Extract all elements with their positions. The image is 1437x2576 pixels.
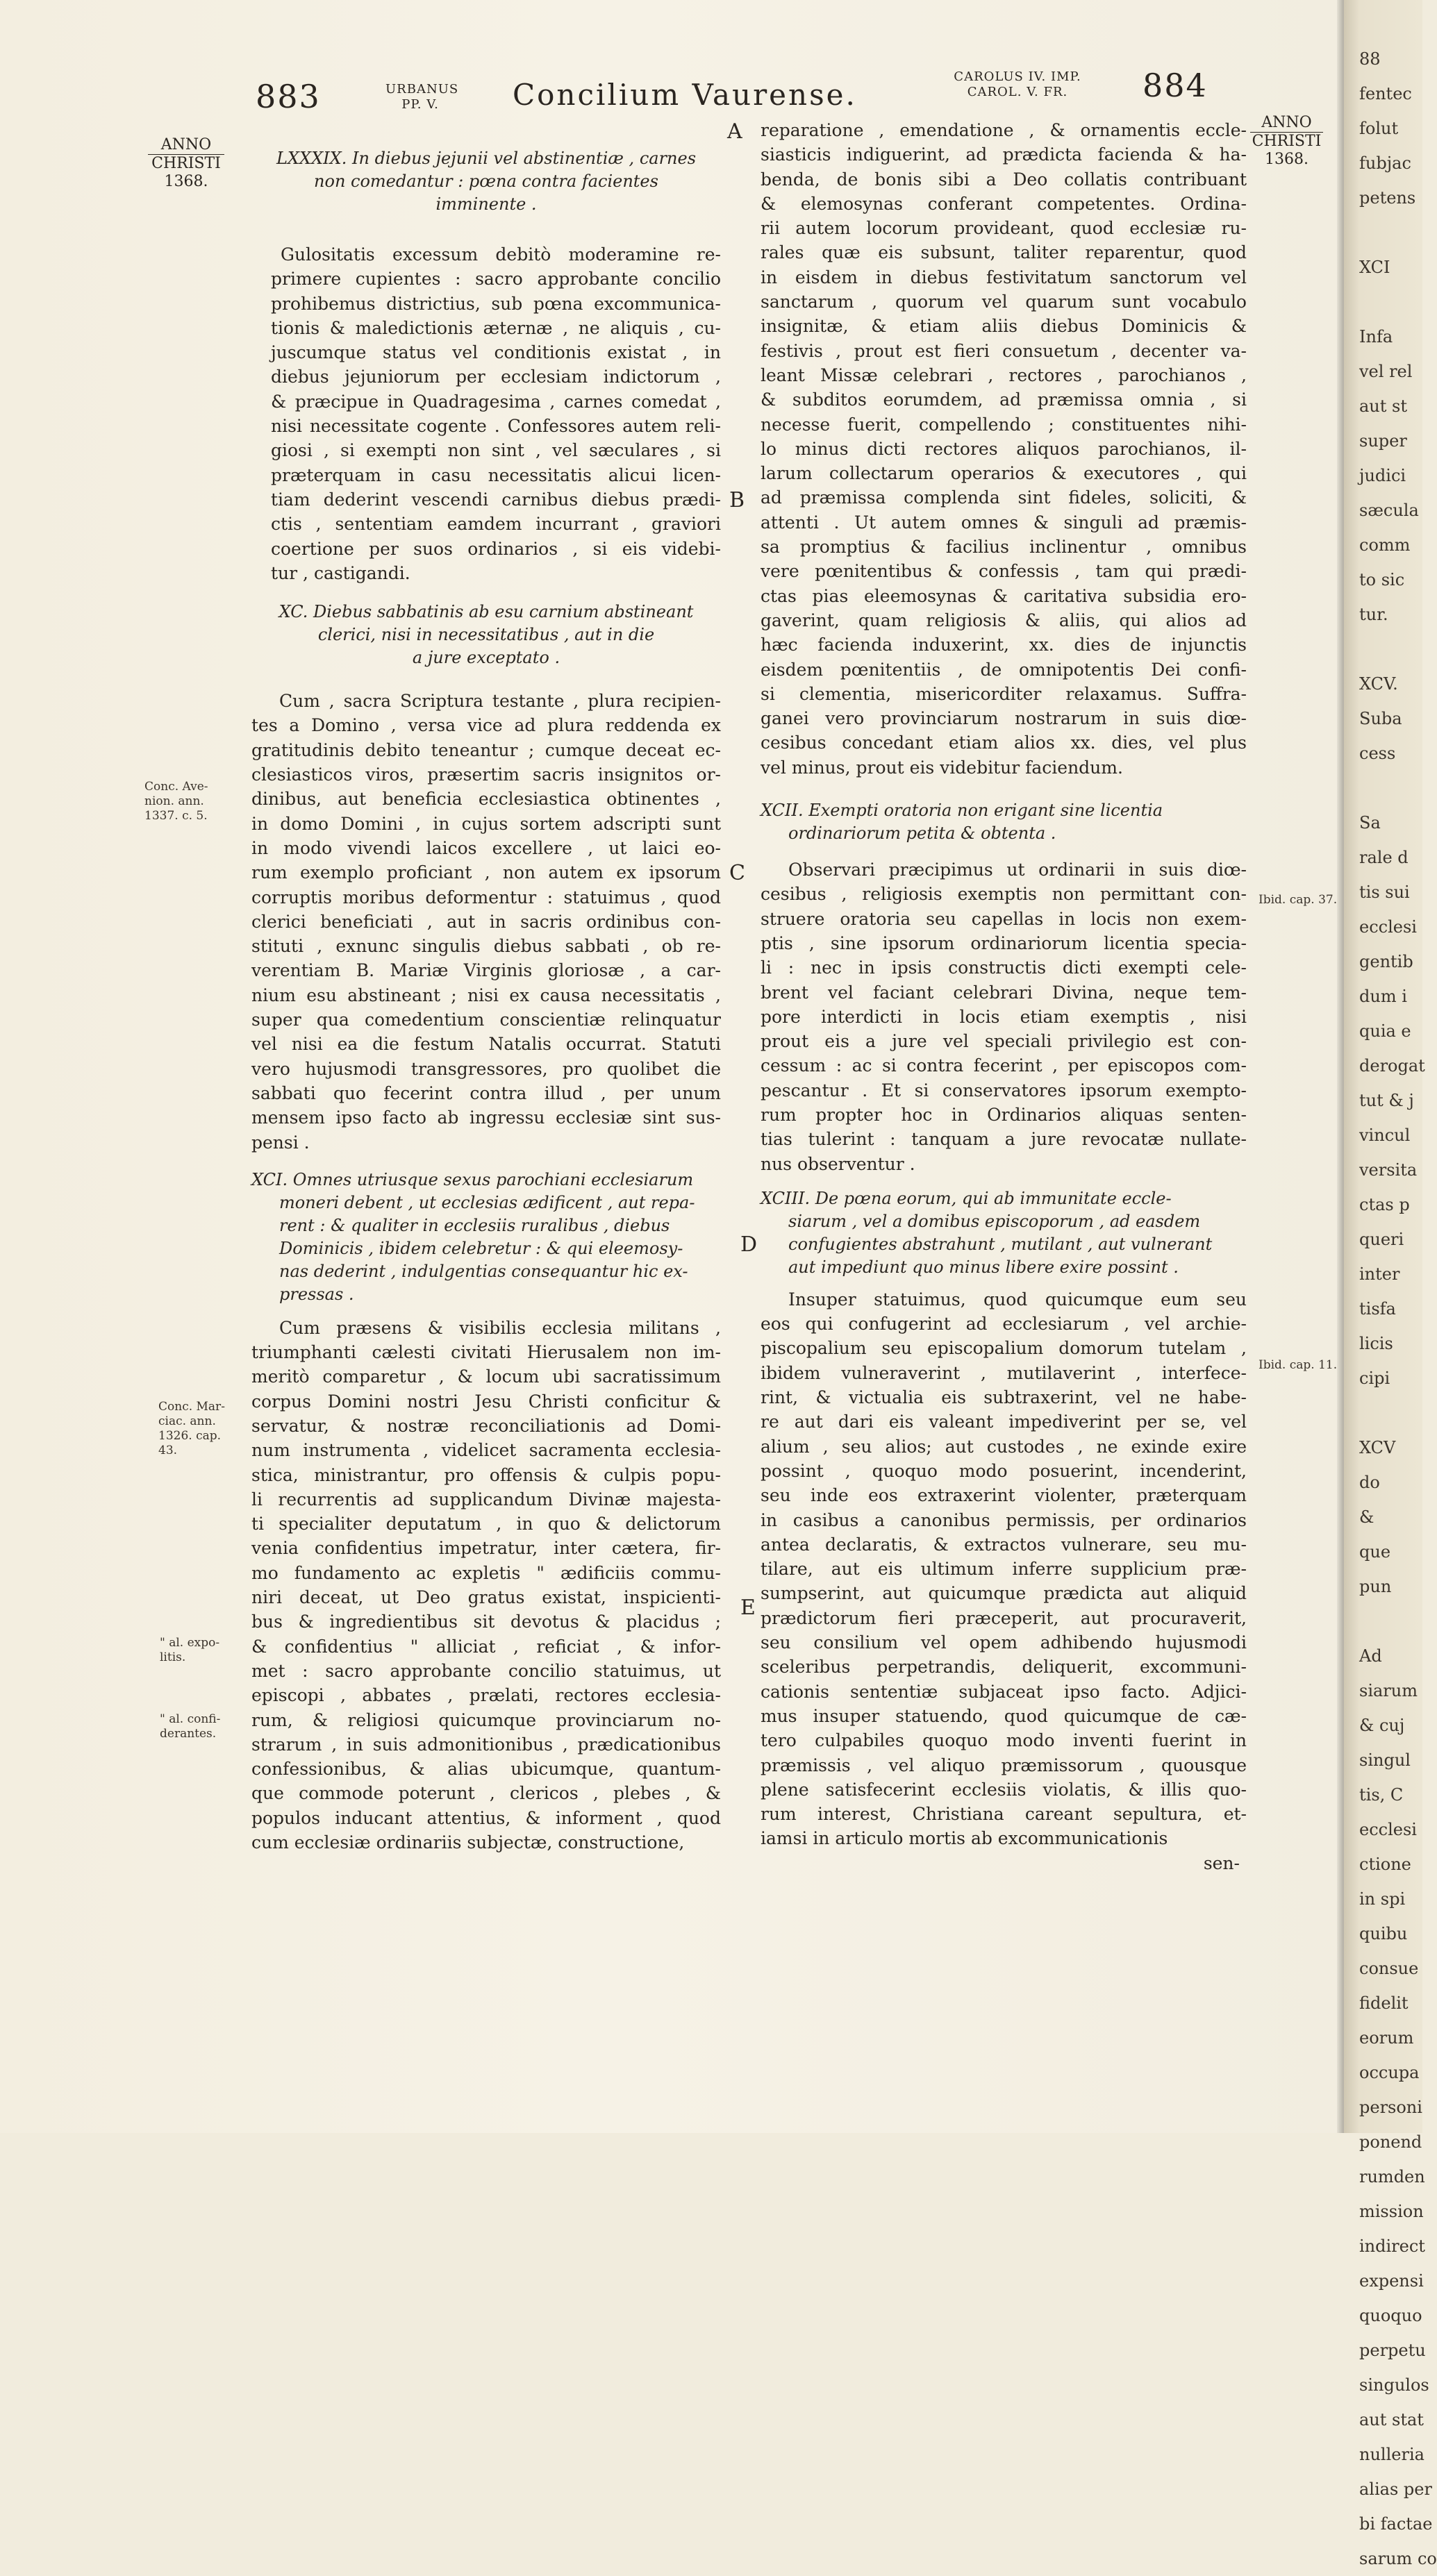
facing-page-fragment: Infa <box>1359 327 1393 346</box>
text-line: sabbati quo fecerint contra illud , per unum <box>251 1082 721 1103</box>
facing-page-fragment: ctas p <box>1359 1195 1410 1214</box>
text-line: sanctarum , quorum vel quarum sunt vocabulo <box>761 292 1247 312</box>
year-label: 1368. <box>1265 151 1309 168</box>
section-letter: D <box>740 1232 758 1257</box>
text-line: Insuper statuimus, quod quicumque eum seu <box>788 1289 1247 1310</box>
facing-page-fragment: aut st <box>1359 396 1407 416</box>
text-line: siasticis indiguerint, ad prædicta facienda & ha- <box>761 144 1247 165</box>
text-line: possint , quoquo modo posuerint, incenderint, <box>761 1460 1247 1481</box>
text-line: lo minus dicti rectores aliquos parochianos, il- <box>761 438 1247 459</box>
facing-page-fragment: tisfa <box>1359 1299 1396 1319</box>
text-line: primere cupientes : sacro approbante concilio <box>271 269 721 290</box>
facing-page-fragment: ctione <box>1359 1855 1411 1874</box>
text-line: rum exemplo proficiant , non autem ex ipsorum <box>251 862 721 883</box>
text-line: leant Missæ celebrari , rectores , parochianos , <box>761 365 1247 385</box>
text-line: li : nec in ipsis constructis dicti exempti cele- <box>761 957 1247 978</box>
facing-page-fragment: Sa <box>1359 813 1381 833</box>
facing-page-fragment: quia e <box>1359 1021 1411 1041</box>
text-line: corruptis moribus deformentur : statuimus , quod <box>251 887 721 908</box>
heading-line: XC. Diebus sabbatinis ab esu carnium abstineant <box>279 602 694 622</box>
facing-page-fragment: fidelit <box>1359 1993 1409 2013</box>
facing-page-fragment: aut stat <box>1359 2410 1424 2429</box>
margin-note: Ibid. cap. 11. <box>1259 1358 1338 1372</box>
margin-note-line: 1326. cap. <box>158 1429 222 1443</box>
text-line: festivis , prout est fieri consuetum , decenter va- <box>761 340 1247 361</box>
facing-page-fragment: indirect <box>1359 2236 1425 2256</box>
pope-line2: PP. V. <box>401 97 439 112</box>
facing-page-fragment: mission <box>1359 2202 1424 2221</box>
text-line: venia confidentius impetratur, inter cætera, fir- <box>251 1538 721 1559</box>
text-line: super qua comedentium conscientiæ relinquatur <box>251 1010 721 1030</box>
text-line: si clementia, misericorditer relaxamus. Suffra- <box>761 683 1247 704</box>
heading-line: confugientes abstrahunt , mutilant , aut vulnerant <box>788 1234 1213 1254</box>
heading-line: XCII. Exempti oratoria non erigant sine licentia <box>761 801 1163 821</box>
text-line: coertione per suos ordinarios , si eis videbi- <box>271 538 721 559</box>
text-line: ctas pias eleemosynas & caritativa subsidia ero- <box>761 585 1247 606</box>
text-line: stituti , exnunc singulis diebus sabbati , ob re- <box>251 936 721 957</box>
chapter-91-continuation <box>761 118 1247 780</box>
facing-page-fragment: gentib <box>1359 952 1413 971</box>
text-line: sa promptius & facilius inclinentur , omnibus <box>761 537 1247 558</box>
facing-page-fragment: Ad <box>1359 1646 1382 1666</box>
facing-page-fragment <box>1359 215 1429 250</box>
text-line: gaverint, quam religiosis & aliis, qui alios ad <box>761 610 1247 630</box>
facing-page-fragment: fentec <box>1359 84 1412 103</box>
text-line: & elemosynas conferant competentes. Ordina- <box>761 193 1247 214</box>
text-line: struere oratoria seu capellas in locis non exem- <box>761 908 1247 929</box>
heading-line: siarum , vel a domibus episcoporum , ad easdem <box>788 1211 1201 1231</box>
anno-label: ANNO <box>148 136 224 155</box>
text-line: ganei vero provinciarum nostrarum in suis diœ- <box>761 708 1247 729</box>
text-line: sceleribus perpetrandis, deliquerit, excommuni- <box>761 1657 1247 1678</box>
text-line: & præcipue in Quadragesima , carnes comedat , <box>271 391 721 412</box>
text-line: in eisdem in diebus festivitatum sanctorum vel <box>761 267 1247 287</box>
facing-page-fragment: folut <box>1359 119 1399 138</box>
facing-page-fragment: bi factae <box>1359 2514 1433 2534</box>
text-line: alium , seu alios; aut custodes , ne exinde exire <box>761 1436 1247 1457</box>
heading-line: clerici, nisi in necessitatibus , aut in die <box>317 625 655 645</box>
page-number-left: 883 <box>256 78 321 115</box>
chapter-93-text <box>761 1287 1247 1851</box>
margin-note: Ibid. cap. 37. <box>1259 893 1338 907</box>
text-line: ti specialiter deputatum , in quo & delictorum <box>251 1514 721 1534</box>
text-line: clerici beneficiati , aut in sacris ordinibus con- <box>251 911 721 932</box>
facing-page-fragment: XCI <box>1359 258 1390 277</box>
text-line: seu inde eos extraxerint violenter, præterquam <box>761 1485 1247 1506</box>
facing-page-fragment: in spi <box>1359 1889 1406 1909</box>
text-line: pensi . <box>251 1132 310 1153</box>
text-line: niri deceat, ut Deo gratus existat, inspicienti- <box>251 1587 721 1608</box>
text-line: antea declaratis, & extractos vulnerare, seu mu- <box>761 1534 1247 1555</box>
anno-christi-right <box>1250 114 1323 169</box>
heading-line: aut impediunt quo minus libere exire possint . <box>788 1257 1179 1277</box>
facing-page-fragment: rale d <box>1359 848 1409 867</box>
text-line: Cum , sacra Scriptura testante , plura recipien- <box>279 691 721 712</box>
text-line: ptis , sine ipsorum ordinariorum licentia specia- <box>761 932 1247 953</box>
text-line: pescantur . Et si conservatores ipsorum exempto- <box>761 1080 1247 1101</box>
facing-page-fragment <box>1359 632 1429 667</box>
text-line: stica, ministrantur, pro offensis & culpis popu- <box>251 1464 721 1485</box>
emperor-label <box>948 69 1087 100</box>
facing-page-fragment: perpetu <box>1359 2341 1426 2360</box>
facing-page-edge <box>1344 0 1437 2568</box>
heading-line: LXXXIX. In diebus jejunii vel abstinentiæ , carnes <box>276 149 697 168</box>
facing-page-fragment: pun <box>1359 1577 1392 1596</box>
christi-label: CHRISTI <box>151 155 221 172</box>
margin-note-line: " al. expo- <box>160 1636 220 1650</box>
text-line: tias tulerint : tanquam a jure revocatæ nullate- <box>761 1129 1247 1150</box>
facing-page-fragment: judici <box>1359 466 1406 485</box>
facing-page-fragment: comm <box>1359 535 1411 555</box>
facing-page-fragment <box>1359 1396 1429 1430</box>
text-line: triumphanti cælesti civitati Hierusalem non im- <box>251 1342 721 1363</box>
text-line: mensem ipso facto ab ingressu ecclesiæ sint sus- <box>251 1107 721 1128</box>
text-line: mo fundamento ac expletis " ædificiis commu- <box>251 1562 721 1583</box>
text-line: confessionibus, & alias ubicumque, quantum- <box>251 1759 721 1780</box>
text-line: ibidem vulneraverint , mutilaverint , interfece- <box>761 1362 1247 1383</box>
text-line: ad præmissa complenda sint fideles, soliciti, & <box>761 487 1247 508</box>
heading-line: XCIII. De pœna eorum, qui ab immunitate eccle- <box>761 1188 1172 1208</box>
facing-page-fragment: petens <box>1359 188 1416 208</box>
facing-page-fragment: & cuj <box>1359 1716 1405 1735</box>
text-line: præmissis , vel aliquo præmissorum , quousque <box>761 1755 1247 1775</box>
text-line: rint, & victualia eis subtraxerint, vel ne habe- <box>761 1387 1247 1408</box>
facing-page-fragment: super <box>1359 431 1407 451</box>
running-title: Concilium Vaurense. <box>513 78 857 112</box>
text-line: rii autem locorum provideant, quod ecclesiæ ru- <box>761 218 1247 239</box>
text-line: brent vel faciant celebrari Divina, neque tem- <box>761 982 1247 1003</box>
facing-page-fragment: XCV <box>1359 1438 1396 1457</box>
page-number-right: 884 <box>1143 67 1208 104</box>
margin-note-line: ciac. ann. <box>158 1414 216 1428</box>
text-line: pore interdicti in locis etiam exemptis , nisi <box>761 1006 1247 1027</box>
heading-line: pressas . <box>279 1284 354 1304</box>
text-line: giosi , si exempti non sint , vel sæculares , si <box>271 440 721 461</box>
text-line: nus observentur . <box>761 1153 915 1174</box>
heading-line: rent : & qualiter in ecclesiis ruralibus , diebus <box>279 1215 670 1235</box>
margin-note-line: nion. ann. <box>144 794 204 808</box>
margin-note <box>160 1712 250 1741</box>
margin-note-line: derantes. <box>160 1727 217 1741</box>
facing-page-fragment: sarum co <box>1359 2549 1437 2568</box>
section-letter: A <box>727 119 742 144</box>
text-line: clesiasticos viros, præsertim sacris insignitos or- <box>251 764 721 785</box>
text-line: prædictorum fieri præceperit, aut procuraverit, <box>761 1607 1247 1628</box>
text-line: rum propter hoc in Ordinarios aliquas senten- <box>761 1104 1247 1125</box>
facing-page-fragment: singul <box>1359 1750 1411 1770</box>
text-line: tur , castigandi. <box>271 562 410 583</box>
margin-note <box>160 1636 250 1665</box>
text-line: vere pœnitentibus & confessis , tam qui prædi- <box>761 561 1247 582</box>
text-line: populos inducant attentius, & informent , quod <box>251 1807 721 1828</box>
text-line: piscopalium seu episcopalium domorum tutelam , <box>761 1338 1247 1359</box>
facing-page-fragment: sæcula <box>1359 501 1419 520</box>
text-line: servatur, & nostræ reconciliationis ad Domi- <box>251 1415 721 1436</box>
section-letter: B <box>729 488 745 512</box>
margin-note-line: Conc. Ave- <box>144 780 208 794</box>
heading-line: imminente . <box>435 194 537 214</box>
facing-page-fragment: to sic <box>1359 570 1405 589</box>
text-line: diebus jejuniorum per ecclesiam indictorum , <box>271 367 721 387</box>
text-line: necesse fuerit, compellendo ; constituentes nihi- <box>761 414 1247 435</box>
chapter-91-heading <box>251 1169 721 1306</box>
text-line: cesibus concedant etiam alios xx. dies, vel plus <box>761 733 1247 753</box>
facing-page-fragment: & <box>1359 1507 1374 1527</box>
text-line: larum collectarum operarios & executores , qui <box>761 463 1247 484</box>
text-line: que commode poterunt , clericos , plebes , & <box>251 1783 721 1804</box>
text-line: episcopi , abbates , prælati, rectores ecclesia- <box>251 1685 721 1706</box>
text-line: rum interest, Christiana careant sepultura, et- <box>761 1804 1247 1825</box>
emperor-line2: CAROL. V. FR. <box>967 85 1068 99</box>
text-line: mus insuper statuendo, quod quicumque de cæ- <box>761 1705 1247 1726</box>
margin-note-line: " al. confi- <box>160 1712 221 1726</box>
heading-line: nas dederint , indulgentias consequantur hic ex- <box>279 1261 688 1281</box>
facing-page-fragment: occupa <box>1359 2063 1420 2082</box>
text-line: Observari præcipimus ut ordinarii in suis diœ- <box>788 860 1247 880</box>
facing-page-fragment: ecclesi <box>1359 917 1417 937</box>
text-line: nisi necessitate cogente . Confessores autem reli- <box>271 416 721 437</box>
section-letter: C <box>729 861 745 885</box>
text-line: nium esu abstineant ; nisi ex causa necessitatis , <box>251 985 721 1005</box>
text-line: & subditos eorumdem, ad præmissa omnia , si <box>761 390 1247 410</box>
text-line: strarum , in suis admonitionibus , prædicationibus <box>251 1734 721 1755</box>
facing-page-fragment: eorum <box>1359 2028 1414 2048</box>
text-line: tionis & maledictionis æternæ , ne aliquis , cu- <box>271 317 721 338</box>
facing-page-fragment: derogat <box>1359 1056 1425 1076</box>
margin-note-line: 43. <box>158 1444 178 1457</box>
facing-page-fragment: XCV. <box>1359 674 1398 694</box>
facing-page-fragment: do <box>1359 1473 1380 1492</box>
text-line: cum ecclesiæ ordinariis subjectæ, constructione, <box>251 1832 685 1853</box>
facing-page-fragment: 88 <box>1359 49 1381 69</box>
text-line: rum, & religiosi quicumque provinciarum no- <box>251 1709 721 1730</box>
text-line: seu consilium vel opem adhibendo hujusmodi <box>761 1632 1247 1653</box>
margin-note <box>144 780 235 823</box>
text-line: cessum : ac si contra fecerint , per episcopos com- <box>761 1055 1247 1076</box>
facing-page-fragment: que <box>1359 1542 1391 1562</box>
chapter-91-text <box>251 1316 721 1855</box>
chapter-92-heading <box>761 799 1247 845</box>
left-column <box>251 147 721 1855</box>
text-line: verentiam B. Mariæ Virginis gloriosæ , a car- <box>251 960 721 981</box>
section-letter: E <box>740 1596 756 1620</box>
text-line: rales quæ eis subsunt, taliter reparentur, quod <box>761 242 1247 263</box>
text-line: gratitudinis debito teneantur ; cumque deceat ec- <box>251 739 721 760</box>
text-line: re aut dari eis valeant impediverint per se, vel <box>761 1412 1247 1432</box>
heading-line: ordinariorum petita & obtenta . <box>788 823 1056 844</box>
text-line: Cum præsens & visibilis ecclesia militans , <box>279 1317 721 1338</box>
facing-page-fragment <box>1359 771 1429 805</box>
text-line: li recurrentis ad supplicandum Divinæ majesta- <box>251 1489 721 1509</box>
facing-page-fragment: nulleria <box>1359 2445 1424 2464</box>
text-line: plene satisfecerint ecclesiis violatis, & illis quo- <box>761 1779 1247 1800</box>
heading-line: non comedantur : pœna contra facientes <box>314 172 658 191</box>
text-line: reparatione , emendatione , & ornamentis eccle- <box>761 120 1247 140</box>
facing-page-fragment: tur. <box>1359 605 1388 624</box>
text-line: dinibus, aut beneficia ecclesiastica obtinentes , <box>251 789 721 810</box>
heading-line: XCI. Omnes utriusque sexus parochiani ecclesiarum <box>251 1169 694 1189</box>
anno-christi-left <box>148 136 224 191</box>
text-line: tilare, aut eis ultimum inferre supplicium præ- <box>761 1559 1247 1580</box>
text-line: eos qui confugerint ad ecclesiarum , vel archie- <box>761 1314 1247 1335</box>
text-line: corpus Domini nostri Jesu Christi conficitur & <box>251 1391 721 1412</box>
margin-note-line: litis. <box>160 1650 186 1664</box>
facing-page-fragment: expensi <box>1359 2271 1424 2291</box>
facing-page-fragment: ponend <box>1359 2132 1422 2152</box>
text-line: præterquam in casu necessitatis alicui licen- <box>271 465 721 485</box>
text-line: vero hujusmodi transgressores, pro quolibet die <box>251 1058 721 1079</box>
chapter-89-heading <box>251 147 721 216</box>
text-line: juscumque status vel conditionis existat , in <box>271 342 721 363</box>
margin-note-line: 1337. c. 5. <box>144 809 208 823</box>
heading-line: Dominicis , ibidem celebretur : & qui eleemosy- <box>279 1238 683 1258</box>
facing-page-fragment <box>1359 1604 1429 1639</box>
facing-page-fragment: inter <box>1359 1264 1400 1284</box>
text-line: in modo vivendi laicos excellere , ut laici eo- <box>251 837 721 858</box>
facing-page-fragment: tis sui <box>1359 883 1410 902</box>
text-line: Gulositatis excessum debitò moderamine re- <box>281 244 721 265</box>
anno-label: ANNO <box>1250 114 1323 133</box>
heading-line: moneri debent , ut ecclesias ædificent , aut repa- <box>279 1192 695 1212</box>
facing-page-fragment: siarum <box>1359 1681 1418 1700</box>
chapter-90-heading <box>251 601 721 669</box>
facing-page-fragment: tut & j <box>1359 1091 1414 1110</box>
facing-page-fragment: ecclesi <box>1359 1820 1417 1839</box>
text-line: num instrumenta , videlicet sacramenta ecclesia- <box>251 1440 721 1461</box>
facing-page-fragment: vincul <box>1359 1126 1411 1145</box>
text-line: meritò comparetur , & locum ubi sacratissimum <box>251 1366 721 1387</box>
text-line: bus & ingredientibus sit devotus & placidus ; <box>251 1612 721 1632</box>
pope-line1: URBANUS <box>385 82 459 97</box>
year-label: 1368. <box>164 173 208 190</box>
text-line: vel nisi ea die festum Natalis occurrat. Statuti <box>251 1034 721 1055</box>
facing-page-fragment: cess <box>1359 744 1396 763</box>
facing-page-fragment: quoquo <box>1359 2306 1422 2325</box>
facing-page-fragments <box>1359 42 1437 2576</box>
facing-page-fragment: dum i <box>1359 987 1407 1006</box>
text-line: cationis sententiæ subjaceat ipso facto. Adjici- <box>761 1681 1247 1702</box>
text-line: cesibus , religiosis exemptis non permittant con- <box>761 884 1247 905</box>
text-line: hæc facienda induxerint, xx. dies de injunctis <box>761 635 1247 655</box>
text-line: eisdem pœnitentiis , de omnipotentis Dei confi- <box>761 659 1247 680</box>
facing-page-fragment: licis <box>1359 1334 1393 1353</box>
text-line: vel minus, prout eis videbitur faciendum. <box>761 757 1123 778</box>
facing-page-fragment: versita <box>1359 1160 1418 1180</box>
chapter-93-heading <box>761 1187 1247 1279</box>
heading-line: a jure exceptato . <box>412 648 560 668</box>
facing-page-fragment: alias per <box>1359 2479 1432 2499</box>
text-line: in casibus a canonibus permissis, per ordinarios <box>761 1509 1247 1530</box>
text-line: met : sacro approbante concilio statuimus, ut <box>251 1660 721 1681</box>
facing-page-fragment: Suba <box>1359 709 1402 728</box>
facing-page-fragment: rumden <box>1359 2167 1425 2186</box>
text-line: & confidentius " alliciat , reficiat , & infor- <box>251 1636 721 1657</box>
facing-page-fragment: queri <box>1359 1230 1404 1249</box>
christi-label: CHRISTI <box>1252 133 1322 150</box>
pope-label <box>385 82 459 112</box>
right-column <box>761 118 1247 1875</box>
facing-page-fragment: consue <box>1359 1959 1419 1978</box>
text-line: prout eis a jure vel speciali privilegio est con- <box>761 1031 1247 1052</box>
facing-page-fragment: quibu <box>1359 1924 1408 1943</box>
text-line: tero culpabiles quoquo modo inventi fuerint in <box>761 1730 1247 1751</box>
facing-page-fragment: personi <box>1359 2098 1422 2117</box>
text-line: ctis , sententiam eamdem incurrant , graviori <box>271 514 721 535</box>
emperor-line1: CAROLUS IV. IMP. <box>954 69 1081 84</box>
facing-page-fragment: vel rel <box>1359 362 1413 381</box>
facing-page-fragment: tis, C <box>1359 1785 1404 1805</box>
text-line: tes a Domino , versa vice ad plura reddenda ex <box>251 715 721 736</box>
facing-page-fragment: fubjac <box>1359 153 1411 173</box>
text-line: insignitæ, & etiam aliis diebus Dominicis & <box>761 316 1247 337</box>
facing-page-fragment: cipi <box>1359 1369 1390 1388</box>
facing-page-fragment: singulos <box>1359 2375 1429 2395</box>
text-line: attenti . Ut autem omnes & singuli ad præmis- <box>761 512 1247 533</box>
chapter-92-text <box>761 858 1247 1176</box>
facing-page-fragment <box>1359 285 1429 319</box>
text-line: prohibemus districtius, sub pœna excommunica- <box>271 293 721 314</box>
margin-note <box>158 1400 249 1458</box>
catchword: sen- <box>1203 1852 1240 1873</box>
text-line: benda, de bonis sibi a Deo collatis contribuant <box>761 169 1247 190</box>
text-line: iamsi in articulo mortis ab excommunicationis <box>761 1828 1168 1849</box>
text-line: sumpserint, aut quicumque prædicta aut aliquid <box>761 1583 1247 1604</box>
text-line: in domo Domini , in cujus sortem adscripti sunt <box>251 813 721 834</box>
text-line: tiam dederint vescendi carnibus diebus prædi- <box>271 489 721 510</box>
chapter-89-text <box>251 242 721 585</box>
margin-note-line: Conc. Mar- <box>158 1400 225 1414</box>
chapter-90-text <box>251 689 721 1155</box>
